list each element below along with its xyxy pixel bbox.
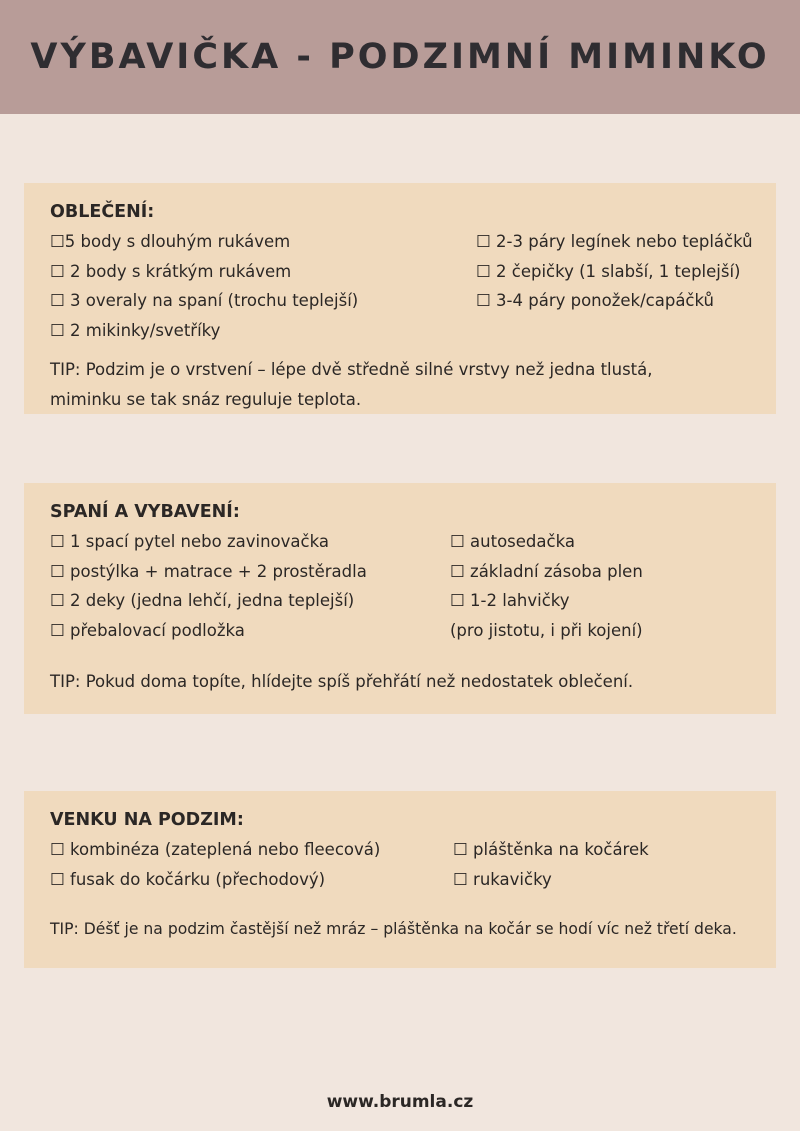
section-heading: VENKU NA PODZIM: bbox=[50, 810, 244, 830]
checklist-item[interactable]: ☐ 2 deky (jedna lehčí, jedna teplejší) bbox=[50, 591, 355, 610]
page-title: VÝBAVIČKA - PODZIMNÍ MIMINKO bbox=[30, 37, 770, 77]
checklist-item[interactable]: ☐ 3 overaly na spaní (trochu teplejší) bbox=[50, 291, 359, 310]
checklist-item[interactable]: ☐ kombinéza (zateplená nebo fleecová) bbox=[50, 840, 381, 859]
checklist-item[interactable]: ☐ 1 spací pytel nebo zavinovačka bbox=[50, 532, 329, 551]
section-heading: OBLEČENÍ: bbox=[50, 202, 155, 222]
section-heading: SPANÍ A VYBAVENÍ: bbox=[50, 502, 240, 522]
section-venku-na-podzim bbox=[24, 791, 776, 968]
section-spani-a-vybaveni bbox=[24, 483, 776, 714]
checklist-item[interactable]: ☐ 2 čepičky (1 slabší, 1 teplejší) bbox=[476, 261, 741, 281]
checklist-item[interactable]: ☐ 2 mikinky/svetříky bbox=[50, 320, 221, 340]
checklist-item[interactable]: ☐ rukavičky bbox=[453, 869, 552, 889]
checklist-item[interactable]: ☐5 body s dlouhým rukávem bbox=[50, 232, 291, 251]
tip-text: TIP: Déšť je na podzim častější než mráz – pláštěnka na kočár se hodí víc než třetí deka. bbox=[50, 920, 737, 938]
checklist-item[interactable]: ☐ pláštěnka na kočárek bbox=[453, 840, 649, 859]
checklist-item[interactable]: ☐ 1-2 lahvičky bbox=[450, 591, 570, 610]
tip-text: TIP: Pokud doma topíte, hlídejte spíš přehřátí než nedostatek oblečení. bbox=[50, 672, 634, 691]
checklist-item[interactable]: ☐ základní zásoba plen bbox=[450, 561, 643, 581]
checklist-item[interactable]: ☐ 2 body s krátkým rukávem bbox=[50, 261, 292, 281]
tip-text: miminku se tak snáz reguluje teplota. bbox=[50, 390, 362, 409]
checklist-item[interactable]: ☐ 3-4 páry ponožek/capáčků bbox=[476, 291, 715, 310]
checklist-item[interactable]: ☐ 2-3 páry legínek nebo tepláčků bbox=[476, 232, 753, 251]
checklist-item[interactable]: ☐ postýlka + matrace + 2 prostěradla bbox=[50, 561, 367, 581]
checklist-item[interactable]: ☐ autosedačka bbox=[450, 532, 575, 551]
tip-text: TIP: Podzim je o vrstvení – lépe dvě středně silné vrstvy než jedna tlustá, bbox=[50, 360, 653, 379]
checklist-item-note: (pro jistotu, i při kojení) bbox=[450, 620, 643, 640]
footer-website-link[interactable]: www.brumla.cz bbox=[326, 1092, 474, 1112]
checklist-item[interactable]: ☐ fusak do kočárku (přechodový) bbox=[50, 869, 326, 889]
page-header bbox=[0, 0, 800, 114]
section-obleceni bbox=[24, 183, 776, 414]
checklist-item[interactable]: ☐ přebalovací podložka bbox=[50, 620, 245, 640]
